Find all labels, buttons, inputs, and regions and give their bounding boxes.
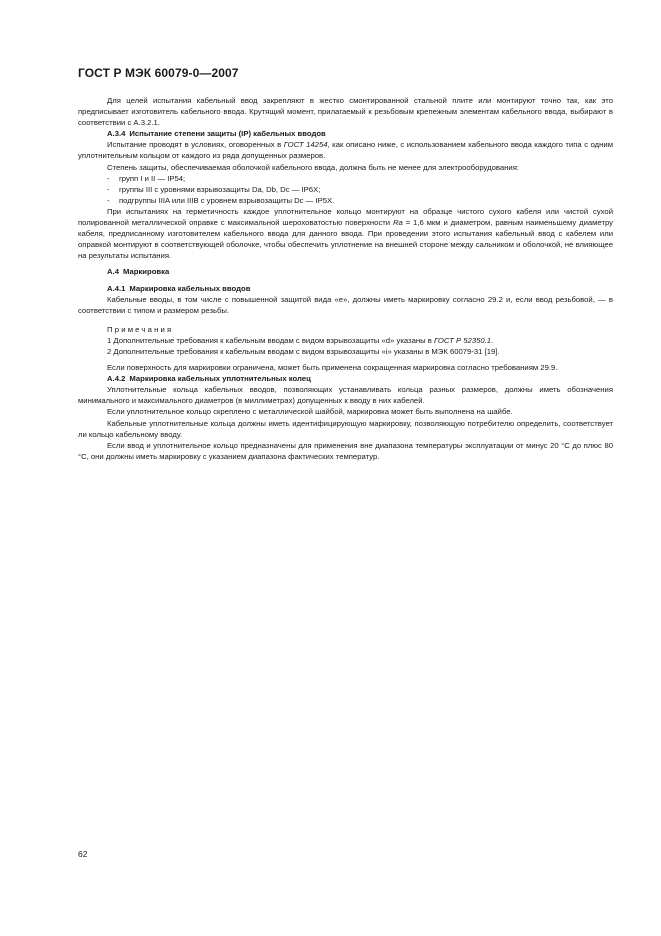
text-run: Испытание проводят в условиях, оговоренных в	[107, 140, 284, 150]
paragraph: Уплотнительные кольца кабельных вводов, позволяющих устанавливать кольца разных размеров, должны иметь обозначения минимального и максимального диаметров (в миллиметрах) допущенных к вводу в них кабелей.	[78, 385, 613, 406]
section-number: А.4.2	[107, 374, 126, 384]
list-item-text: группы III с уровнями взрывозащиты Da, Db, Dc — IP6X;	[119, 184, 321, 194]
paragraph	[78, 206, 613, 261]
section-number: А.3.4	[107, 129, 126, 139]
standard-reference: ГОСТ 14254	[283, 140, 328, 150]
list-item	[78, 173, 613, 184]
section-heading-a42	[78, 373, 613, 384]
section-title: Испытание степени защиты (IP) кабельных вводов	[129, 129, 326, 139]
text-run: , как описано ниже, с использованием кабельного ввода каждого типа с одним уплотнительным кольцом от каждого из ряда допущенных размеров.	[78, 140, 613, 161]
section-heading-a41	[78, 283, 613, 294]
text-run: 1 Дополнительные требования к кабельным вводам с видом взрывозащиты «d» указаны в	[107, 335, 434, 345]
section-title: Маркировка кабельных вводов	[129, 283, 251, 293]
section-number: А.4.1	[107, 283, 126, 293]
paragraph	[78, 139, 613, 161]
standard-reference: ГОСТ Р 52350.1	[433, 335, 492, 345]
section-heading-a34	[78, 128, 613, 139]
text-run: .	[491, 335, 494, 345]
list-item	[78, 195, 613, 206]
paragraph: Если уплотнительное кольцо скреплено с металлической шайбой, маркировка может быть выполнена на шайбе.	[107, 407, 513, 417]
list-dash: -	[107, 184, 110, 194]
spacer	[78, 316, 613, 324]
section-title: Маркировка	[122, 267, 170, 277]
section-number: А.4	[107, 267, 119, 277]
note-1	[78, 335, 613, 346]
paragraph: Для целей испытания кабельный ввод закрепляют в жестко смонтированной стальной плите или монтируют точно так, как это предписывает изготовитель кабельного ввода. Крутящий момент, прилагаемый к резьбовым крепежным элементам кабельного ввода, выбирают в соответствии с А.3.2.1.	[78, 96, 613, 128]
paragraph: Если поверхность для маркировки ограничена, может быть применена сокращенная маркировка согласно требованиям 29.9.	[107, 363, 558, 373]
section-heading-a4	[78, 266, 613, 277]
paragraph: Кабельные вводы, в том числе с повышенной защитой вида «е», должны иметь маркировку согласно 29.2 и, если ввод резьбовой, — в соответствии с типом и размером резьбы.	[78, 294, 613, 315]
notes-title: Примечания	[107, 324, 174, 334]
list-item-text: подгруппы IIIA или IIIB с уровнем взрывозащиты Dc — IP5X.	[119, 195, 335, 205]
paragraph: Если ввод и уплотнительное кольцо предназначены для применения вне диапазона температуры эксплуатации от минус 20 °С до плюс 80 °С, они должны иметь маркировку с указанием диапазона фактических температур.	[78, 440, 613, 461]
paragraph: Степень защиты, обеспечиваемая оболочкой кабельного ввода, должна быть не менее для электрооборудования:	[107, 162, 519, 172]
list-dash: -	[107, 195, 110, 205]
text-run: При испытаниях на герметичность каждое уплотнительное кольцо монтируют на образце чистого сухого кабеля или чистой сухой полированной металлической оправке с максимальной шероховатостью поверхности	[78, 206, 613, 228]
section-title: Маркировка кабельных уплотнительных колец	[129, 374, 311, 384]
list-item-text: групп I и II — IP54;	[119, 173, 186, 183]
text-run: = 1,6 мкм и диаметром, равным наименьшему диаметру кабеля, предписанному изготовителем кабельного ввода для данного ввода. При проведении этого испытания кабельный ввод с кабелем или оправкой монтируют в соответствующей оболочке, чтобы обеспечить уплотнение на внешней стороне между сальником и оболочкой, не влияющее на результаты испытания.	[78, 218, 613, 261]
note-2: 2 Дополнительные требования к кабельным вводам с видом взрывозащиты «i» указаны в МЭК 60079-31 [19].	[107, 346, 500, 356]
paragraph: Кабельные уплотнительные кольца должны иметь идентифицирующую маркировку, позволяющую потребителю определить, соответствует ли кольцо кабельному вводу.	[78, 418, 613, 439]
document-body	[78, 95, 613, 462]
document-header: ГОСТ Р МЭК 60079-0—2007	[78, 66, 239, 80]
list-item	[78, 184, 613, 195]
list-dash: -	[107, 173, 110, 183]
roughness-symbol: Ra	[392, 218, 403, 228]
page-number: 62	[78, 849, 88, 859]
